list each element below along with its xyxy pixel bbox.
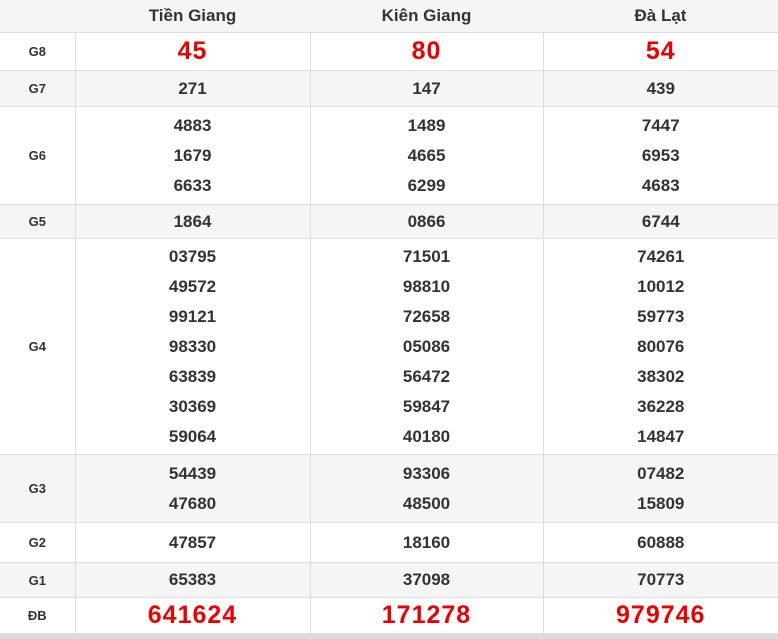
result-cell — [75, 523, 310, 563]
result-number: 48500 — [311, 489, 543, 519]
prize-label-g6: G6 — [0, 107, 75, 205]
prize-label-g4: G4 — [0, 239, 75, 455]
result-number: 439 — [544, 74, 778, 104]
prize-label-g3: G3 — [0, 455, 75, 523]
result-number: 6744 — [544, 207, 778, 237]
result-number: 10012 — [544, 272, 778, 302]
result-cell — [75, 205, 310, 239]
result-number: 641624 — [76, 603, 310, 628]
result-number: 47857 — [76, 528, 310, 558]
result-number: 70773 — [544, 565, 778, 595]
result-cell — [543, 239, 778, 455]
result-number: 47680 — [76, 489, 310, 519]
result-cell — [75, 455, 310, 523]
table-row-g8 — [0, 33, 778, 71]
result-number: 03795 — [76, 242, 310, 272]
result-number: 72658 — [311, 302, 543, 332]
table-row-db — [0, 598, 778, 633]
result-cell — [310, 563, 543, 598]
result-number: 07482 — [544, 459, 778, 489]
result-number: 1489 — [311, 111, 543, 141]
table-row-g2 — [0, 523, 778, 563]
corner-cell — [0, 0, 75, 33]
result-cell — [310, 598, 543, 633]
result-number: 7447 — [544, 111, 778, 141]
result-cell — [543, 523, 778, 563]
table-row-g7 — [0, 71, 778, 107]
result-number: 80076 — [544, 332, 778, 362]
result-number: 14847 — [544, 422, 778, 452]
result-number: 59064 — [76, 422, 310, 452]
prize-label-g8: G8 — [0, 33, 75, 71]
result-number: 4883 — [76, 111, 310, 141]
result-number: 56472 — [311, 362, 543, 392]
result-cell — [310, 205, 543, 239]
result-cell — [310, 33, 543, 71]
result-number: 80 — [311, 39, 543, 64]
result-number: 40180 — [311, 422, 543, 452]
prize-label-g1: G1 — [0, 563, 75, 598]
result-number: 6633 — [76, 171, 310, 201]
result-number: 4683 — [544, 171, 778, 201]
result-cell — [543, 455, 778, 523]
prize-label-db: ĐB — [0, 598, 75, 633]
result-number: 45 — [76, 39, 310, 64]
result-cell — [310, 455, 543, 523]
result-cell — [75, 598, 310, 633]
result-number: 6299 — [311, 171, 543, 201]
result-number: 63839 — [76, 362, 310, 392]
result-cell — [310, 107, 543, 205]
result-number: 979746 — [544, 603, 778, 628]
table-row-g6 — [0, 107, 778, 205]
result-cell — [543, 107, 778, 205]
result-number: 74261 — [544, 242, 778, 272]
result-number: 30369 — [76, 392, 310, 422]
table-row-g1 — [0, 563, 778, 598]
result-number: 15809 — [544, 489, 778, 519]
result-cell — [543, 33, 778, 71]
table-row-g4 — [0, 239, 778, 455]
result-number: 271 — [76, 74, 310, 104]
result-cell — [75, 33, 310, 71]
result-cell — [543, 563, 778, 598]
result-number: 49572 — [76, 272, 310, 302]
table-header-row — [0, 0, 778, 33]
result-cell — [310, 239, 543, 455]
column-header-da-lat: Đà Lạt — [543, 0, 778, 33]
prize-label-g7: G7 — [0, 71, 75, 107]
result-cell — [310, 71, 543, 107]
result-number: 171278 — [311, 603, 543, 628]
result-cell — [75, 107, 310, 205]
result-number: 05086 — [311, 332, 543, 362]
result-cell — [310, 523, 543, 563]
result-number: 1679 — [76, 141, 310, 171]
result-number: 37098 — [311, 565, 543, 595]
prize-label-g2: G2 — [0, 523, 75, 563]
result-cell — [75, 239, 310, 455]
result-number: 18160 — [311, 528, 543, 558]
result-cell — [75, 563, 310, 598]
result-number: 60888 — [544, 528, 778, 558]
result-cell — [543, 598, 778, 633]
result-number: 54 — [544, 39, 778, 64]
column-header-tien-giang: Tiền Giang — [75, 0, 310, 33]
result-number: 38302 — [544, 362, 778, 392]
result-number: 4665 — [311, 141, 543, 171]
result-number: 54439 — [76, 459, 310, 489]
result-number: 59773 — [544, 302, 778, 332]
result-number: 0866 — [311, 207, 543, 237]
result-number: 59847 — [311, 392, 543, 422]
result-number: 93306 — [311, 459, 543, 489]
result-number: 99121 — [76, 302, 310, 332]
result-number: 65383 — [76, 565, 310, 595]
table-row-g5 — [0, 205, 778, 239]
table-row-g3 — [0, 455, 778, 523]
result-cell — [543, 205, 778, 239]
result-number: 98810 — [311, 272, 543, 302]
result-number: 98330 — [76, 332, 310, 362]
result-number: 147 — [311, 74, 543, 104]
result-cell — [75, 71, 310, 107]
column-header-kien-giang: Kiên Giang — [310, 0, 543, 33]
result-number: 71501 — [311, 242, 543, 272]
result-number: 6953 — [544, 141, 778, 171]
result-cell — [543, 71, 778, 107]
result-number: 36228 — [544, 392, 778, 422]
prize-label-g5: G5 — [0, 205, 75, 239]
result-number: 1864 — [76, 207, 310, 237]
